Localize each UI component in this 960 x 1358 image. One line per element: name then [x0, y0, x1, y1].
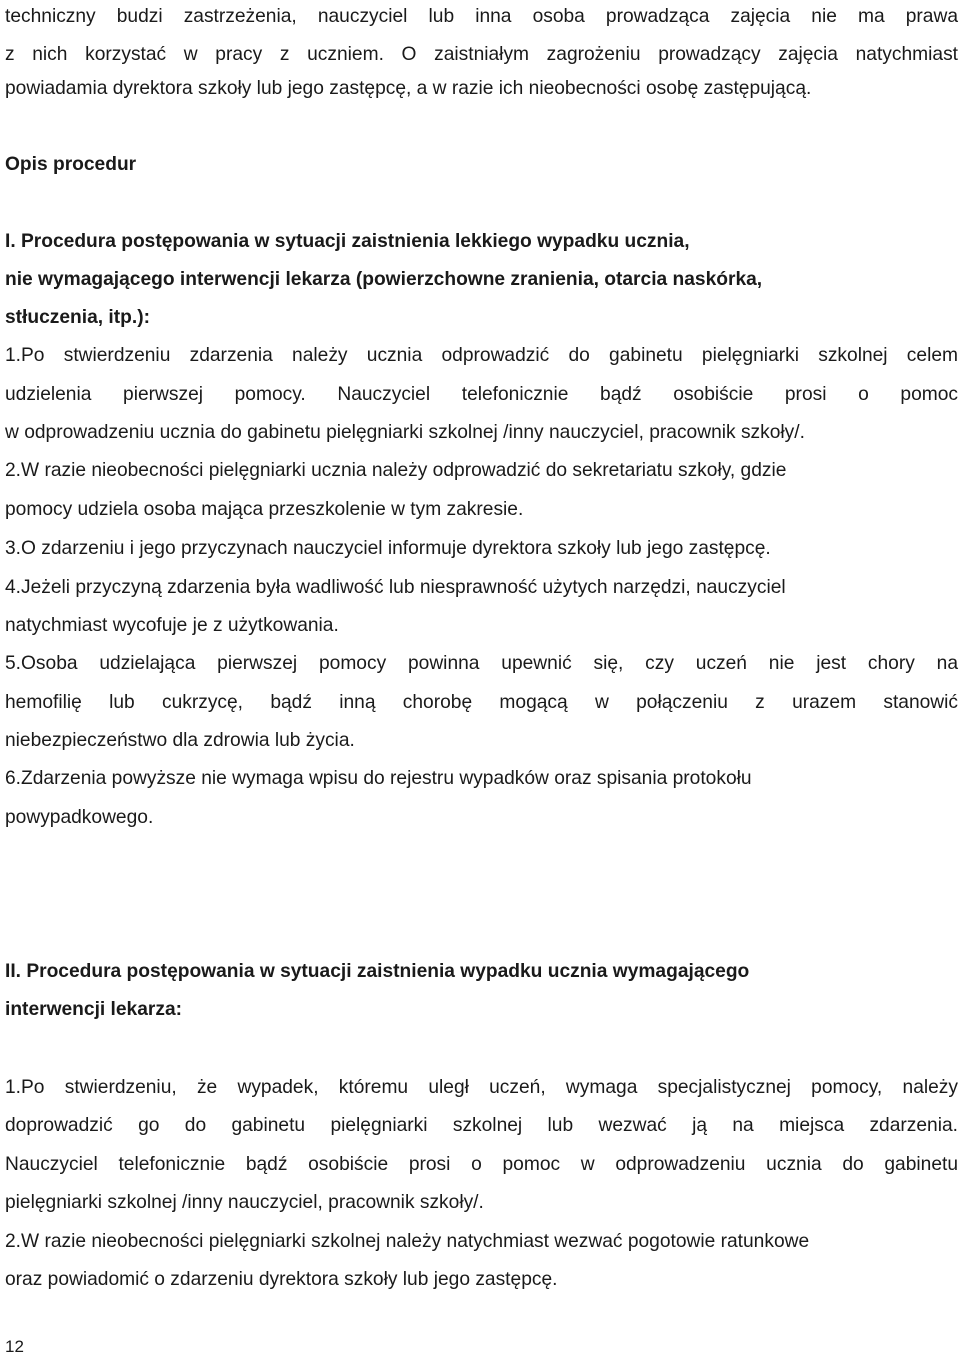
intro-line-1: techniczny budzi zastrzeżenia, nauczyciel lub inna osoba prowadząca zajęcia nie ma prawa [5, 6, 958, 27]
procedure-1-heading-line-1: I. Procedura postępowania w sytuacji zaistnienia lekkiego wypadku ucznia, [5, 231, 690, 252]
procedure-2-line: 2.W razie nieobecności pielęgniarki szkolnej należy natychmiast wezwać pogotowie ratunkowe [5, 1231, 810, 1252]
procedure-2-heading-line-1: II. Procedura postępowania w sytuacji zaistnienia wypadku ucznia wymagającego [5, 961, 750, 982]
procedure-2-line: 1.Po stwierdzeniu, że wypadek, któremu uległ uczeń, wymaga specjalistycznej pomocy, należy [5, 1077, 958, 1098]
procedure-1-line: udzielenia pierwszej pomocy. Nauczyciel telefonicznie bądź osobiście prosi o pomoc [5, 384, 958, 405]
procedure-1-line: 3.O zdarzeniu i jego przyczynach nauczyciel informuje dyrektora szkoły lub jego zastępcę. [5, 538, 771, 559]
procedure-1-line: 6.Zdarzenia powyższe nie wymaga wpisu do rejestru wypadków oraz spisania protokołu [5, 768, 752, 789]
procedure-1-line: natychmiast wycofuje je z użytkowania. [5, 615, 339, 636]
intro-line-2: z nich korzystać w pracy z uczniem. O zaistniałym zagrożeniu prowadzący zajęcia natychmiast [5, 44, 958, 65]
intro-line-3: powiadamia dyrektora szkoły lub jego zastępcę, a w razie ich nieobecności osobę zastępującą. [5, 78, 812, 99]
procedure-2-line: oraz powiadomić o zdarzeniu dyrektora szkoły lub jego zastępcę. [5, 1269, 558, 1290]
procedure-1-line: w odprowadzeniu ucznia do gabinetu pielęgniarki szkolnej /inny nauczyciel, pracownik szkoły/. [5, 422, 805, 443]
procedure-1-line: 4.Jeżeli przyczyną zdarzenia była wadliwość lub niesprawność użytych narzędzi, nauczyciel [5, 577, 786, 598]
procedure-2-line: doprowadzić go do gabinetu pielęgniarki szkolnej lub wezwać ją na miejsca zdarzenia. [5, 1115, 958, 1136]
procedure-2-line: pielęgniarki szkolnej /inny nauczyciel, pracownik szkoły/. [5, 1192, 484, 1213]
procedure-1-line: 1.Po stwierdzeniu zdarzenia należy ucznia odprowadzić do gabinetu pielęgniarki szkolnej celem [5, 345, 958, 366]
procedure-1-heading-line-3: stłuczenia, itp.): [5, 307, 150, 328]
procedure-1-line: 2.W razie nieobecności pielęgniarki ucznia należy odprowadzić do sekretariatu szkoły, gdzie [5, 460, 787, 481]
procedure-1-line: niebezpieczeństwo dla zdrowia lub życia. [5, 730, 355, 751]
procedure-1-line: pomocy udziela osoba mająca przeszkolenie w tym zakresie. [5, 499, 524, 520]
section-title: Opis procedur [5, 154, 137, 175]
page-number: 12 [5, 1337, 24, 1356]
procedure-2-line: Nauczyciel telefonicznie bądź osobiście prosi o pomoc w odprowadzeniu ucznia do gabinetu [5, 1154, 958, 1175]
procedure-2-heading-line-2: interwencji lekarza: [5, 999, 183, 1020]
procedure-1-heading-line-2: nie wymagającego interwencji lekarza (powierzchowne zranienia, otarcia naskórka, [5, 269, 763, 290]
procedure-1-line: 5.Osoba udzielająca pierwszej pomocy powinna upewnić się, czy uczeń nie jest chory na [5, 653, 958, 674]
procedure-1-line: hemofilię lub cukrzycę, bądź inną chorobę mogącą w połączeniu z urazem stanowić [5, 692, 958, 713]
procedure-1-line: powypadkowego. [5, 807, 154, 828]
